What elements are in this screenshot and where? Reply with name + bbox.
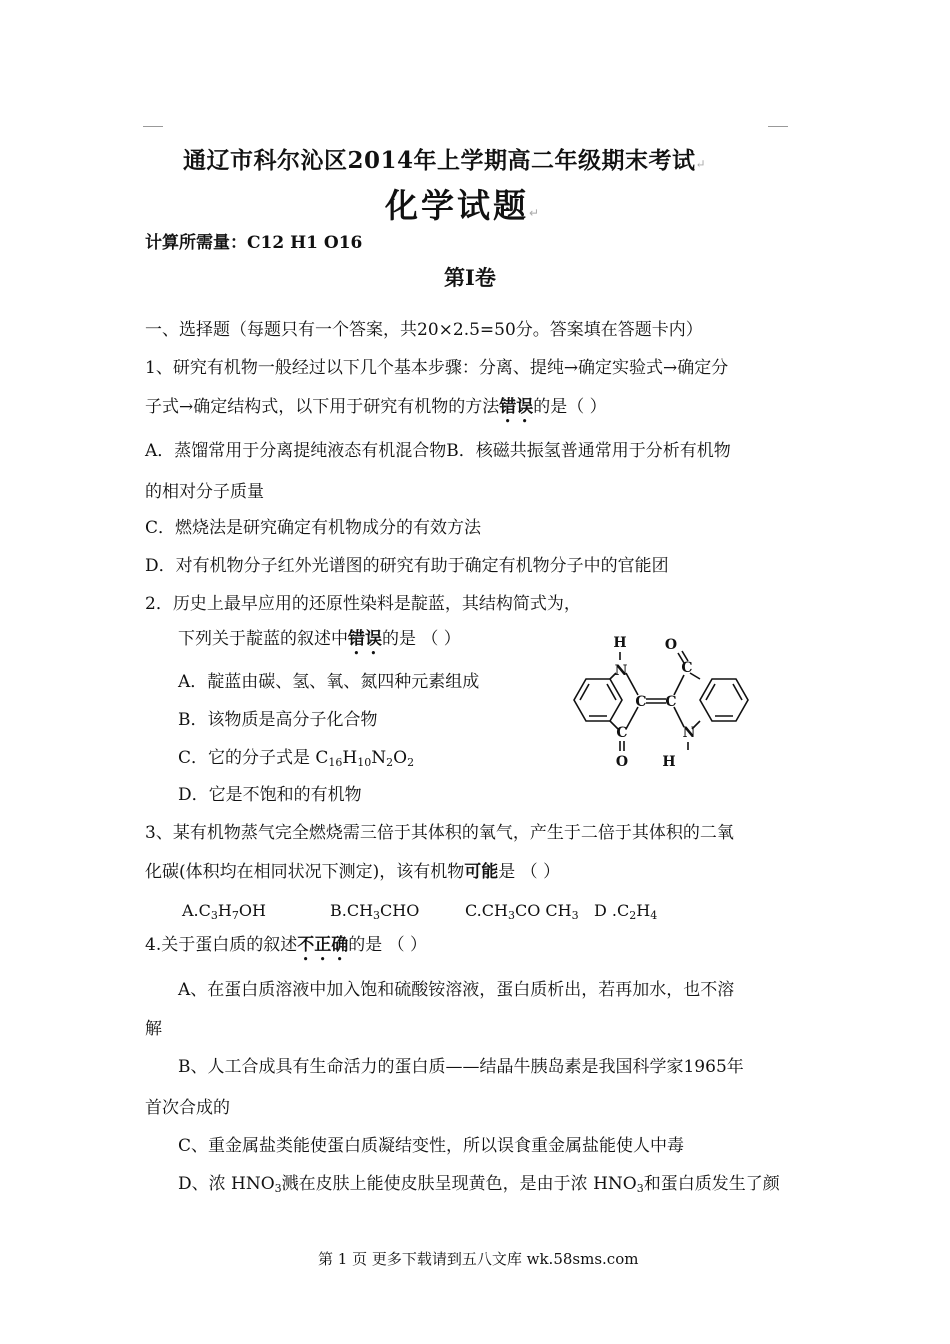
right-benzene-ring bbox=[700, 679, 748, 721]
q3-line2: 化碳(体积均在相同状况下测定)，该有机物可能是 （ ） bbox=[145, 862, 561, 882]
q4-option-b-cont: 首次合成的 bbox=[145, 1098, 230, 1118]
atomic-mass-line: 计算所需量：C12 H1 O16 bbox=[145, 233, 363, 253]
q3-option-d: D $.C_2H_4$ bbox=[594, 901, 658, 922]
atom-h-bottom: H bbox=[662, 754, 676, 770]
paragraph-mark-icon: ↵ bbox=[695, 157, 707, 171]
q1-option-a-cont: 的相对分子质量 bbox=[145, 482, 264, 502]
section-heading: 一、选择题（每题只有一个答案，共20×2.5=50分。答案填在答题卡内） bbox=[145, 320, 703, 340]
part-heading: 第Ⅰ卷 bbox=[444, 265, 496, 290]
q3-line1: 3、某有机物蒸气完全燃烧需三倍于其体积的氧气，产生于二倍于其体积的二氧 bbox=[145, 823, 734, 843]
left-benzene-ring bbox=[574, 679, 622, 721]
q1-line2: 子式→确定结构式，以下用于研究有机物的方法错误的是（ ） bbox=[145, 397, 607, 417]
q4-option-a: A、在蛋白质溶液中加入饱和硫酸铵溶液，蛋白质析出，若再加水，也不溶 bbox=[178, 980, 735, 1000]
q3-option-a: $A.C_3H_7OH$ bbox=[182, 901, 266, 922]
atom-n-top: N bbox=[614, 663, 628, 679]
atom-c-mid-left: C bbox=[635, 694, 647, 710]
q2-line1: 2．历史上最早应用的还原性染料是靛蓝，其结构简式为， bbox=[145, 594, 581, 614]
q2-option-a: A．靛蓝由碳、氢、氧、氮四种元素组成 bbox=[178, 672, 480, 692]
exam-subtitle: 化学试题↵ bbox=[385, 186, 543, 225]
corner-mark-left bbox=[143, 126, 163, 127]
atom-n-bottom: N bbox=[682, 725, 696, 741]
q2-option-b: B．该物质是高分子化合物 bbox=[178, 710, 378, 730]
indigo-structure-diagram bbox=[560, 625, 750, 775]
q3-option-b: $B.CH_3CHO$ bbox=[330, 901, 420, 922]
q4-line1: 4.关于蛋白质的叙述不正确的是 （ ） bbox=[145, 935, 428, 955]
page-footer: 第 1 页 更多下载请到五八文库 wk.58sms.com bbox=[318, 1250, 639, 1268]
atom-c-mid-right: C bbox=[665, 694, 677, 710]
atom-c-bottom: C bbox=[616, 725, 628, 741]
q1-option-d: D．对有机物分子红外光谱图的研究有助于确定有机物分子中的官能团 bbox=[145, 556, 669, 576]
q1-option-a: A．蒸馏常用于分离提纯液态有机混合物B．核磁共振氢普通常用于分析有机物 bbox=[145, 441, 731, 461]
q2-option-c: C．它的分子式是 $C_{16}H_{10}N_2O_2$ bbox=[178, 748, 415, 769]
q4-option-d: D、浓 $HNO_3$溅在皮肤上能使皮肤呈现黄色，是由于浓 $HNO_3$和蛋白质发生了颜 bbox=[178, 1174, 780, 1195]
atom-c-top: C bbox=[681, 660, 693, 676]
atom-o-bottom: O bbox=[615, 754, 629, 770]
exam-title: 通辽市科尔沁区2014年上学期高二年级期末考试↵ bbox=[183, 147, 707, 174]
atom-o-top: O bbox=[664, 637, 678, 653]
q2-option-d: D．它是不饱和的有机物 bbox=[178, 785, 362, 805]
q1-option-c: C．燃烧法是研究确定有机物成分的有效方法 bbox=[145, 518, 482, 538]
q4-option-a-cont: 解 bbox=[145, 1019, 162, 1039]
q2-line2: 下列关于靛蓝的叙述中错误的是 （ ） bbox=[178, 629, 461, 649]
q3-option-c: $C.CH_3CO$ $CH_3$ bbox=[465, 901, 579, 922]
q1-line1: 1、研究有机物一般经过以下几个基本步骤：分离、提纯→确定实验式→确定分 bbox=[145, 358, 729, 378]
paragraph-mark-icon: ↵ bbox=[529, 206, 543, 220]
atom-h-top: H bbox=[613, 635, 627, 651]
q4-option-b: B、人工合成具有生命活力的蛋白质——结晶牛胰岛素是我国科学家1965年 bbox=[178, 1057, 744, 1077]
corner-mark-right bbox=[768, 126, 788, 127]
q4-option-c: C、重金属盐类能使蛋白质凝结变性，所以误食重金属盐能使人中毒 bbox=[178, 1136, 685, 1156]
